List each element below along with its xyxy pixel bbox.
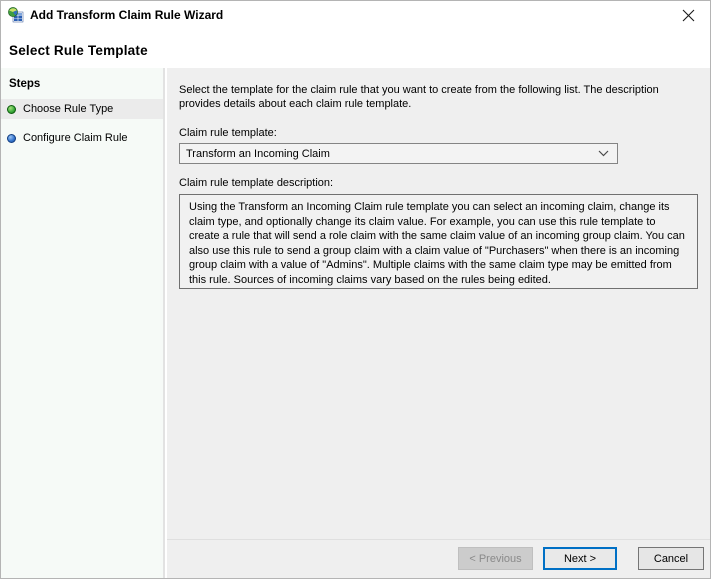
template-description-box — [179, 194, 698, 289]
steps-sidebar — [1, 68, 165, 578]
current-step-bullet-icon — [7, 105, 16, 114]
upcoming-step-bullet-icon — [7, 134, 16, 143]
step-label: Choose Rule Type — [23, 103, 114, 115]
template-description-text: Using the Transform an Incoming Claim rule template you can select an incoming claim, change its claim type, and optionally change its claim value. For example, you can use this rule template to create a rule that will send a role claim with the same claim value of an incoming group claim. You can also use this rule to send a group claim with a claim value of "Purchasers" when there is an incoming group claim with a value of "Admins". Multiple claims with the same claim type may be emitted from this rule. Sources of incoming claims vary based on the rules being edited. — [189, 201, 685, 286]
title-bar — [1, 1, 710, 29]
step-choose-rule-type — [1, 99, 163, 119]
previous-button[interactable]: < Previous — [458, 547, 533, 570]
claim-rule-template-label: Claim rule template: — [179, 127, 277, 139]
step-configure-claim-rule — [1, 128, 163, 148]
next-button[interactable]: Next > — [543, 547, 617, 570]
steps-heading: Steps — [9, 78, 41, 90]
chevron-down-icon — [598, 150, 609, 157]
footer-button-bar — [458, 547, 704, 570]
close-icon — [682, 9, 695, 22]
dropdown-selected-value: Transform an Incoming Claim — [186, 147, 330, 160]
page-title: Select Rule Template — [9, 43, 148, 58]
close-button[interactable] — [667, 1, 710, 29]
template-description-label: Claim rule template description: — [179, 177, 334, 189]
window-title: Add Transform Claim Rule Wizard — [30, 8, 224, 22]
main-pane — [167, 68, 710, 578]
cancel-button[interactable]: Cancel — [638, 547, 704, 570]
intro-text: Select the template for the claim rule that you want to create from the following list. The description provides details about each claim rule template. — [179, 84, 659, 110]
claim-rule-wizard-icon — [8, 7, 24, 23]
claim-rule-template-dropdown[interactable] — [179, 143, 618, 164]
step-label: Configure Claim Rule — [23, 132, 128, 144]
footer-divider — [167, 539, 710, 540]
